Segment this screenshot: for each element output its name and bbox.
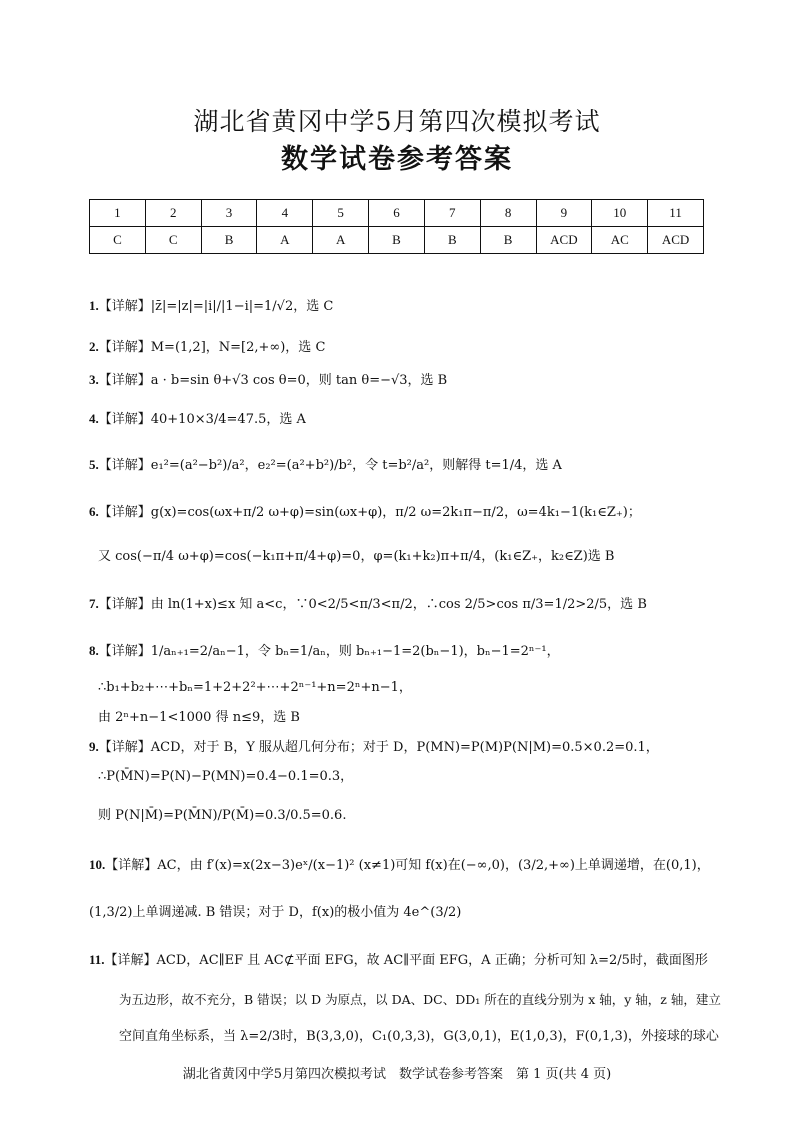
answer-cell: C: [90, 227, 146, 254]
question-number-cell: 1: [90, 200, 146, 227]
solution-11-continued: [119, 1026, 719, 1047]
answer-cell: B: [201, 227, 257, 254]
solution-2: [89, 337, 325, 358]
solution-number: 10.: [89, 857, 106, 872]
question-number-cell: 7: [424, 200, 480, 227]
answer-table-number-row: [90, 200, 704, 227]
solution-number: 2.: [89, 339, 99, 354]
question-number-cell: 11: [648, 200, 704, 227]
solution-6: [89, 502, 641, 523]
solution-4: [89, 409, 306, 430]
solution-9-continued: [98, 805, 346, 826]
solution-6-continued: [98, 546, 614, 567]
question-number-cell: 10: [592, 200, 648, 227]
solution-text: 【详解】M=(1,2]，N=[2,+∞)，选 C: [98, 340, 326, 355]
question-number-cell: 2: [145, 200, 201, 227]
question-number-cell: 3: [201, 200, 257, 227]
solution-11-continued: [119, 990, 721, 1010]
solution-number: 8.: [89, 643, 99, 658]
solution-7: [89, 594, 647, 615]
question-number-cell: 6: [369, 200, 425, 227]
solution-10-continued: [89, 902, 461, 923]
solution-text: 【详解】40+10×3/4=47.5，选 A: [98, 412, 306, 427]
page-footer: 湖北省黄冈中学5月第四次模拟考试 数学试卷参考答案 第 1 页(共 4 页): [182, 1067, 612, 1082]
solution-text: 【详解】|z̄|=|z|=|i|/|1−i|=1/√2，选 C: [98, 299, 334, 314]
solution-10: [89, 855, 710, 876]
page-subtitle: 数学试卷参考答案: [281, 144, 513, 175]
solution-9: [89, 737, 659, 758]
answer-cell: B: [480, 227, 536, 254]
solution-text: 则 P(N|M̄)=P(M̄N)/P(M̄)=0.3/0.5=0.6.: [98, 808, 347, 823]
question-number-cell: 8: [480, 200, 536, 227]
solution-text: 为五边形，故不充分，B 错误；以 D 为原点，以 DA、DC、DD₁ 所在的直线分别为 x 轴，y 轴，z 轴，建立: [119, 992, 721, 1007]
solution-text: 【详解】ACD，对于 B，Y 服从超几何分布；对于 D，P(MN)=P(M)P(N|M)=0.5×0.2=0.1，: [98, 740, 659, 755]
page-title: 湖北省黄冈中学5月第四次模拟考试: [193, 107, 601, 136]
solution-3: [89, 370, 447, 391]
solution-text: 【详解】AC，由 f′(x)=x(2x−3)eˣ/(x−1)² (x≠1)可知 f(x)在(−∞,0)，(3/2,+∞)上单调递增，在(0,1)，: [105, 858, 710, 873]
question-number-cell: 4: [257, 200, 313, 227]
solution-number: 1.: [89, 298, 99, 313]
solution-number: 7.: [89, 596, 99, 611]
solution-number: 6.: [89, 504, 99, 519]
solution-text: 又 cos(−π/4 ω+φ)=cos(−k₁π+π/4+φ)=0，φ=(k₁+k₂)π+π/4，(k₁∈Z₊，k₂∈Z)选 B: [98, 549, 615, 564]
solution-8-continued: [98, 677, 412, 698]
answer-cell: C: [145, 227, 201, 254]
answer-cell: AC: [592, 227, 648, 254]
solution-1: [89, 296, 333, 317]
answer-cell: ACD: [648, 227, 704, 254]
solution-text: 【详解】g(x)=cos(ωx+π/2 ω+φ)=sin(ωx+φ)，π/2 ω=2k₁π−π/2，ω=4k₁−1(k₁∈Z₊)；: [98, 505, 641, 520]
solution-text: 【详解】1/aₙ₊₁=2/aₙ−1，令 bₙ=1/aₙ，则 bₙ₊₁−1=2(bₙ−1)，bₙ−1=2ⁿ⁻¹，: [98, 644, 560, 659]
answer-table: [89, 199, 704, 254]
solution-9-continued: [98, 766, 353, 787]
solution-number: 9.: [89, 739, 99, 754]
solution-number: 4.: [89, 411, 99, 426]
solution-text: (1,3/2)上单调递减. B 错误；对于 D，f(x)的极小值为 4e^(3/2): [89, 905, 462, 920]
answer-cell: B: [369, 227, 425, 254]
solution-text: 【详解】e₁²=(a²−b²)/a²，e₂²=(a²+b²)/b²，令 t=b²/a²，则解得 t=1/4，选 A: [98, 458, 562, 473]
question-number-cell: 5: [313, 200, 369, 227]
solution-11: [89, 950, 708, 971]
answer-cell: B: [424, 227, 480, 254]
question-number-cell: 9: [536, 200, 592, 227]
solution-text: 【详解】由 ln(1+x)≤x 知 a<c，∵0<2/5<π/3<π/2，∴cos 2/5>cos π/3=1/2>2/5，选 B: [98, 597, 647, 612]
solution-5: [89, 455, 562, 476]
answer-cell: A: [257, 227, 313, 254]
solution-text: ∴b₁+b₂+⋯+bₙ=1+2+2²+⋯+2ⁿ⁻¹+n=2ⁿ+n−1，: [98, 680, 412, 695]
solution-text: 【详解】a · b=sin θ+√3 cos θ=0，则 tan θ=−√3，选 B: [98, 373, 448, 388]
solution-8: [89, 641, 560, 662]
answer-cell: ACD: [536, 227, 592, 254]
solution-number: 5.: [89, 457, 99, 472]
answer-table-answer-row: [90, 227, 704, 254]
answer-cell: A: [313, 227, 369, 254]
solution-text: 由 2ⁿ+n−1<1000 得 n≤9，选 B: [98, 710, 300, 725]
solution-number: 11.: [89, 952, 105, 967]
solution-text: 【详解】ACD，AC∥EF 且 AC⊄平面 EFG，故 AC∥平面 EFG，A 正确；分析可知 λ=2/5时，截面图形: [104, 953, 708, 968]
solution-text: ∴P(M̄N)=P(N)−P(MN)=0.4−0.1=0.3，: [98, 769, 354, 784]
solution-number: 3.: [89, 372, 99, 387]
solution-8-continued: [98, 707, 300, 728]
solution-text: 空间直角坐标系，当 λ=2/3时，B(3,3,0)，C₁(0,3,3)，G(3,0,1)，E(1,0,3)，F(0,1,3)，外接球的球心: [119, 1029, 719, 1044]
